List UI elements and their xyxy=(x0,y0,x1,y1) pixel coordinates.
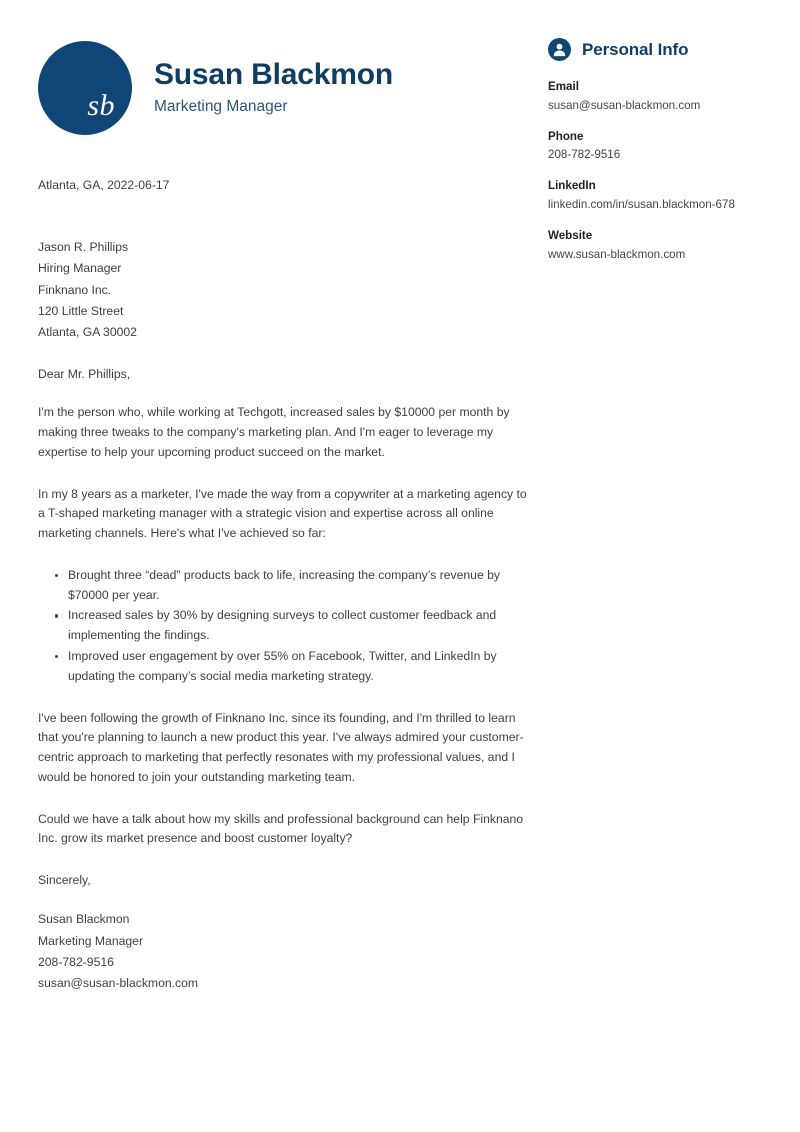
info-value[interactable]: linkedin.com/in/susan.blackmon-678 xyxy=(548,197,735,211)
info-item-linkedin xyxy=(548,178,762,214)
sidebar-heading xyxy=(548,36,762,62)
body-paragraph: Could we have a talk about how my skills and professional background can help Finknano Inc. grow its market presence and boost customer loyalty? xyxy=(38,811,524,846)
signature-line: Marketing Manager xyxy=(38,933,143,948)
header-text-block xyxy=(154,58,393,118)
info-value[interactable]: www.susan-blackmon.com xyxy=(548,247,686,261)
body-paragraph: In my 8 years as a marketer, I've made the way from a copywriter at a marketing agency to a T-shaped marketing manager with a strategic vision and expertise across all online marketing channels. Here's what I've achieved so far: xyxy=(38,486,527,541)
recipient-line: Atlanta, GA 30002 xyxy=(38,325,137,340)
recipient-line: 120 Little Street xyxy=(38,303,124,318)
body-paragraph: I've been following the growth of Finknano Inc. since its founding, and I'm thrilled to learn that you're planning to launch a new product this year. I've always admired your customer-centric approach to marketing that perfectly resonates with my professional values, and I would be honored to join your outstanding marketing team. xyxy=(38,710,524,784)
info-label: Phone xyxy=(548,129,584,143)
salutation: Dear Mr. Phillips, xyxy=(38,367,131,382)
person-icon xyxy=(548,38,571,61)
monogram-avatar xyxy=(38,41,132,135)
signature-line: Susan Blackmon xyxy=(38,912,130,927)
info-label: LinkedIn xyxy=(548,179,596,193)
recipient-line: Finknano Inc. xyxy=(38,282,112,297)
info-value[interactable]: 208-782-9516 xyxy=(548,148,621,162)
sign-off: Sincerely, xyxy=(38,873,91,888)
letter-date-line: Atlanta, GA, 2022-06-17 xyxy=(38,178,170,192)
recipient-address-block xyxy=(38,237,530,343)
body-paragraph: I'm the person who, while working at Techgott, increased sales by $10000 per month by making three tweaks to the company's marketing plan. And I'm eager to leverage my expertise to help your upcoming product succeed on the market. xyxy=(38,405,510,459)
candidate-name: Susan Blackmon xyxy=(154,57,393,91)
signature-line: susan@susan-blackmon.com xyxy=(38,976,199,991)
info-label: Email xyxy=(548,80,579,93)
personal-info-sidebar xyxy=(548,36,762,277)
sidebar-title: Personal Info xyxy=(582,39,689,59)
signature-line: 208-782-9516 xyxy=(38,954,114,969)
info-item-phone xyxy=(548,129,762,165)
recipient-line: Hiring Manager xyxy=(38,261,122,276)
achievements-list xyxy=(38,566,530,687)
list-item: Increased sales by 30% by designing surveys to collect customer feedback and implementing the findings. xyxy=(55,606,530,646)
personal-info-list xyxy=(548,79,762,263)
list-item: Improved user engagement by over 55% on Facebook, Twitter, and LinkedIn by updating the company’s social media marketing strategy. xyxy=(55,647,530,687)
info-label: Website xyxy=(548,228,593,242)
signature-block xyxy=(38,909,530,994)
recipient-line: Jason R. Phillips xyxy=(38,240,129,255)
monogram-initials: sb xyxy=(87,89,115,122)
info-value[interactable]: susan@susan-blackmon.com xyxy=(548,98,701,112)
info-item-website xyxy=(548,228,762,264)
letter-header xyxy=(38,36,530,140)
list-item: Brought three “dead” products back to life, increasing the company’s revenue by $70000 per year. xyxy=(55,566,530,606)
candidate-job-title: Marketing Manager xyxy=(154,97,288,115)
info-item-email xyxy=(548,79,762,115)
letter-main-column xyxy=(38,36,530,994)
